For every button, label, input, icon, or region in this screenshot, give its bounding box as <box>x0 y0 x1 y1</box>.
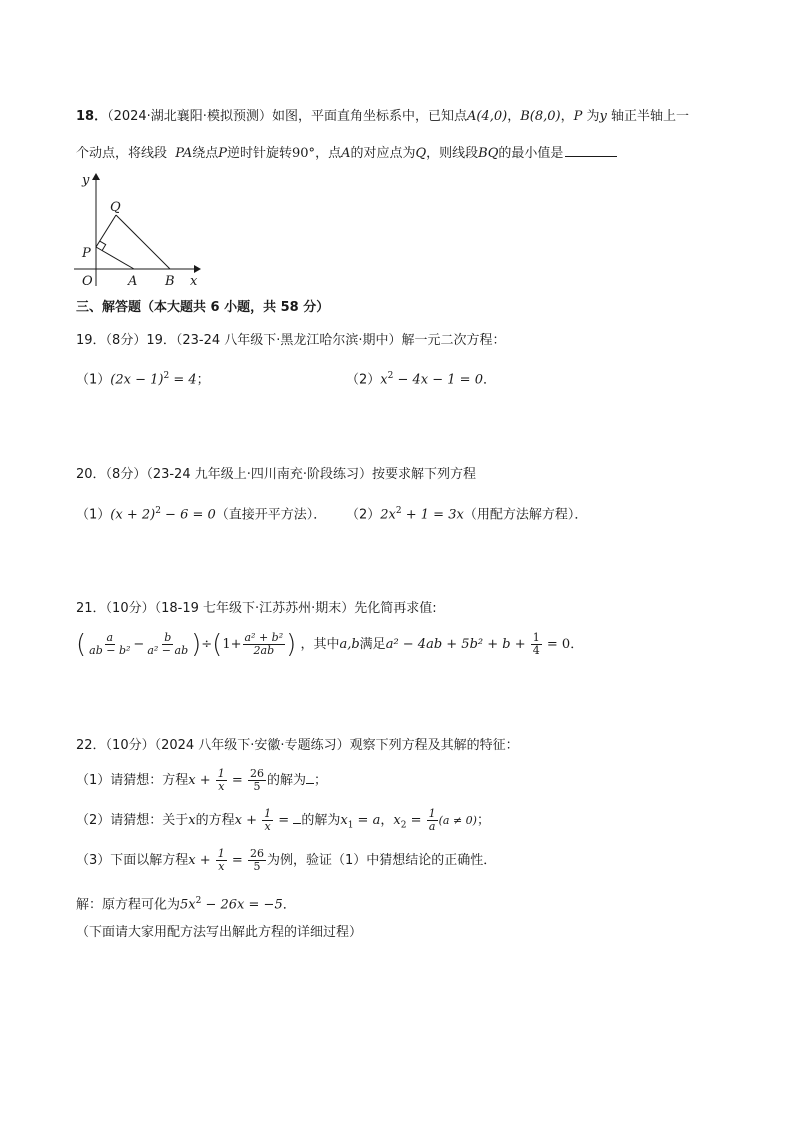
q22-solution <box>76 892 296 914</box>
q22-p2-sub2: 2 <box>400 820 407 831</box>
q22-p2-end: ； <box>476 813 490 828</box>
q18-line2-g: 的最小值是 <box>498 146 564 161</box>
q19-p2-end: ． <box>482 372 496 388</box>
q21-cond-eq-a: a² − 4ab + 5b² + b + <box>385 637 530 652</box>
q22-p2-x2: x <box>234 813 242 828</box>
q21-paren-close-2: ) <box>286 629 297 660</box>
q22-sol-eq-a: 5x <box>180 897 196 913</box>
q22-p2-val2-pre: = <box>406 813 426 828</box>
q21-f1-num: a <box>106 631 114 644</box>
q18-line-1 <box>76 108 689 126</box>
q21-paren-open-1: ( <box>76 629 87 660</box>
q20-p1-label: （1） <box>76 507 111 523</box>
q19-p1-eq-b: = 4 <box>169 372 197 388</box>
q22-part-1 <box>76 766 327 796</box>
q21-end: ． <box>570 637 584 652</box>
q18-text-a: 如图，平面直角坐标系中，已知点 <box>271 109 467 124</box>
q19-part-1 <box>76 367 210 389</box>
q22-p3-x-den: x <box>218 860 225 873</box>
right-angle-mark <box>100 241 106 250</box>
q18-p-var2: P <box>218 146 227 161</box>
q22-sol-end: ． <box>282 897 296 913</box>
q19-p2-eq-a: x <box>380 372 388 388</box>
q18-angle: 90° <box>292 146 316 161</box>
q18-y-var: y <box>599 109 607 124</box>
q22-p1-frac-2 <box>248 768 266 793</box>
q22-part-2 <box>76 806 490 841</box>
q22-head <box>76 737 519 755</box>
q22-p2-a-den: a <box>428 820 436 833</box>
segment-pq <box>96 215 116 247</box>
q22-p2-comma: ， <box>380 813 394 828</box>
q21-f2-den: a² − ab <box>147 644 189 657</box>
q22-p1-tail: 的解为 <box>266 773 306 788</box>
q21-frac-1 <box>87 632 132 657</box>
q22-p1-end: ； <box>313 773 327 788</box>
q18-source: （2024·湖北襄阳·模拟预测） <box>107 109 272 124</box>
q18-line2-e: 的对应点为 <box>350 146 416 161</box>
q18-seg-pa: PA <box>175 146 193 161</box>
label-y: y <box>82 173 90 188</box>
label-x: x <box>190 274 198 289</box>
q22-p1-5: 5 <box>253 780 261 793</box>
q21-f2-num: b <box>164 631 172 644</box>
q21-paren-open-2: ( <box>212 629 223 660</box>
q22-p2-frac-a <box>427 808 438 833</box>
section-3-heading: 三、解答题（本大题共 6 小题，共 58 分） <box>76 300 330 315</box>
q22-p3-5: 5 <box>253 860 261 873</box>
q18-number: 18． <box>76 109 108 124</box>
q22-p1-x-den: x <box>218 780 225 793</box>
q21-expression <box>76 628 583 662</box>
q20-part-1 <box>76 502 326 524</box>
q20-p1-note: （直接开平方法）． <box>215 507 327 523</box>
q19-head <box>76 332 506 350</box>
q22-p2-tail: 的解为 <box>301 813 341 828</box>
q21-cond-frac <box>531 632 542 657</box>
q22-head-text: 22．（10分）（2024 八年级下·安徽·专题练习）观察下列方程及其解的特征： <box>76 738 519 753</box>
q18-sep: ， <box>507 109 521 124</box>
q19-p2-exp: 2 <box>387 371 394 381</box>
q18-answer-blank[interactable] <box>565 144 617 157</box>
q22-p2-sub1: 1 <box>347 820 354 831</box>
q22-p2-plus: + <box>241 813 262 828</box>
q22-part-3 <box>76 846 496 876</box>
q21-minus: − <box>133 637 145 652</box>
q22-p2-mid: 的方程 <box>195 813 235 828</box>
q22-p1-eq: = <box>227 773 247 788</box>
q22-p1-frac-1 <box>216 768 227 793</box>
label-o: O <box>82 274 93 289</box>
q19-p1-label: （1） <box>76 372 111 388</box>
q20-p2-exp: 2 <box>395 506 402 516</box>
q21-frac-3 <box>243 632 286 657</box>
q22-sol-exp: 2 <box>195 896 202 906</box>
q18-line2-a: 个动点，将线段 <box>76 146 168 161</box>
q20-p2-label: （2） <box>346 507 381 523</box>
q21-head-text: 21．（10分）（18-19 七年级下·江苏苏州·期末）先化简再求值: <box>76 601 437 616</box>
q22-p2-one: 1 <box>264 807 272 820</box>
q22-p3-frac-1 <box>216 848 227 873</box>
q22-p1-26: 26 <box>249 767 264 780</box>
q22-p3-26: 26 <box>249 847 264 860</box>
q22-p1-plus: + <box>195 773 215 788</box>
q19-p2-eq-b: − 4x − 1 = 0 <box>393 372 483 388</box>
q21-head <box>76 600 437 618</box>
q21-vars: a,b <box>339 637 360 652</box>
q18-q-var: Q <box>415 146 427 161</box>
q20-p2-eq-a: 2x <box>380 507 396 523</box>
q21-div: ÷ <box>201 637 213 652</box>
q21-f3-num: a² + b² <box>244 631 284 644</box>
q22-p2-val1: = a <box>353 813 381 828</box>
q22-p2-frac <box>262 808 273 833</box>
q19-part-2 <box>346 367 496 389</box>
q21-cond-text: ，其中 <box>300 637 340 652</box>
q22-note: （下面请大家用配方法写出解此方程的详细过程） <box>76 925 363 940</box>
q18-text-b: ， <box>560 109 574 124</box>
q22-p3-plus: + <box>195 853 215 868</box>
q22-p2-cond: (a ≠ 0) <box>438 814 477 827</box>
q22-p2-one-a: 1 <box>428 807 436 820</box>
segment-qb <box>116 215 170 269</box>
q21-one-plus: 1+ <box>222 637 242 652</box>
q20-head-text: 20．（8分）（23-24 九年级上·四川南充·阶段练习）按要求解下列方程 <box>76 467 476 482</box>
q22-p3-one: 1 <box>217 847 225 860</box>
q21-cond-f-num: 1 <box>532 631 540 644</box>
q19-head-text: 19．（8分）19．（23-24 八年级下·黑龙江哈尔滨·期中）解一元二次方程： <box>76 333 506 348</box>
q22-p2-x: x <box>188 813 196 828</box>
q21-f1-den: ab − b² <box>89 644 131 657</box>
q22-p1-label: （1）请猜想：方程 <box>76 773 189 788</box>
label-q: Q <box>110 200 121 215</box>
q19-p2-label: （2） <box>346 372 381 388</box>
q18-line-2 <box>76 144 617 163</box>
q18-point-a: A(4,0) <box>466 109 508 124</box>
q18-line2-c: 逆时针旋转 <box>227 146 293 161</box>
q20-part-2 <box>346 502 587 524</box>
q22-sol-eq-b: − 26x = −5 <box>201 897 283 913</box>
q20-head <box>76 466 476 484</box>
q19-p1-end: ； <box>196 372 210 388</box>
q21-frac-2 <box>145 632 190 657</box>
q22-p3-tail: 为例，验证（1）中猜想结论的正确性． <box>266 853 497 868</box>
q20-p1-exp: 2 <box>155 506 161 516</box>
label-b: B <box>165 274 175 289</box>
q18-seg-bq: BQ <box>478 146 499 161</box>
q19-p1-eq-a: (2x − 1) <box>110 372 164 388</box>
label-p: P <box>82 246 91 261</box>
q22-p3-frac-2 <box>248 848 266 873</box>
q19-p1-exp: 2 <box>163 371 170 381</box>
q18-a-var: A <box>341 146 351 161</box>
q21-cond-f-den: 4 <box>532 644 540 657</box>
q20-p2-note: （用配方法解方程）． <box>463 507 588 523</box>
q22-p1-blank[interactable] <box>306 772 314 784</box>
q20-p1-eq-a: (x + 2) <box>110 507 156 523</box>
q22-p2-x2-var: x <box>393 813 401 828</box>
q22-p2-eq: = <box>274 813 294 828</box>
q21-f3-den: 2ab <box>253 644 275 657</box>
q18-line2-f: ，则线段 <box>426 146 479 161</box>
q22-p1-one: 1 <box>217 767 225 780</box>
q22-p3-label: （3）下面以解方程 <box>76 853 189 868</box>
label-a: A <box>128 274 138 289</box>
q21-cond-eq-b: = 0 <box>542 637 571 652</box>
q22-p2-x1: x <box>340 813 348 828</box>
q18-text-d: 轴正半轴上一 <box>606 109 689 124</box>
q18-line2-d: ，点 <box>315 146 342 161</box>
q20-p2-eq-b: + 1 = 3x <box>401 507 464 523</box>
q22-p3-x: x <box>188 853 196 868</box>
q21-cond-text2: 满足 <box>359 637 386 652</box>
q18-point-b: B(8,0) <box>520 109 561 124</box>
q22-p1-x: x <box>188 773 196 788</box>
segment-pa <box>96 247 134 269</box>
q22-p2-x-den: x <box>264 820 271 833</box>
q18-p-var: P <box>573 109 583 124</box>
q22-p3-eq: = <box>227 853 247 868</box>
q20-p1-eq-b: − 6 = 0 <box>160 507 216 523</box>
q22-sol-a: 解：原方程可化为 <box>76 897 181 913</box>
q18-text-c: 为 <box>582 109 600 124</box>
q21-paren-close-1: ) <box>191 629 202 660</box>
q18-line2-b: 绕点 <box>192 146 219 161</box>
q22-p2-label: （2）请猜想：关于 <box>76 813 189 828</box>
q18-figure <box>70 168 210 290</box>
